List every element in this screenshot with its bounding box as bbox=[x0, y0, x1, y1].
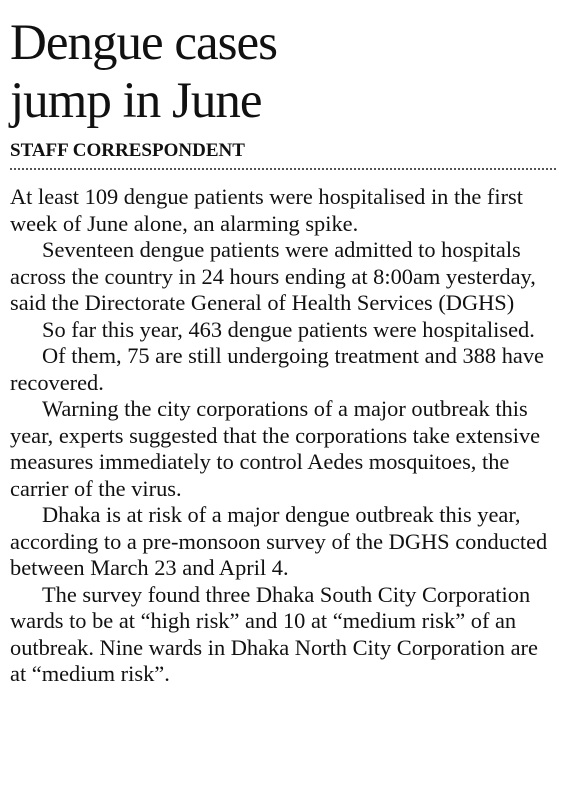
paragraph: Dhaka is at risk of a major dengue outbreak this year, according to a pre-monsoon survey of the DGHS conducted between March 23 and April 4. bbox=[10, 502, 548, 580]
paragraph: The survey found three Dhaka South City Corporation wards to be at “high risk” and 10 at “medium risk” of an outbreak. Nine wards in Dhaka North City Corporation are at “medium risk”. bbox=[10, 581, 538, 686]
headline-line-1: Dengue cases bbox=[10, 15, 277, 71]
headline-line-2: jump in June bbox=[10, 73, 262, 129]
article-body bbox=[10, 184, 558, 688]
paragraph: Seventeen dengue patients were admitted to hospitals across the country in 24 hours ending at 8:00am yesterday, said the Directorate General of Health Services (DGHS) bbox=[10, 237, 536, 315]
paragraph: So far this year, 463 dengue patients were hospitalised. bbox=[42, 316, 535, 342]
byline: STAFF CORRESPONDENT bbox=[10, 140, 245, 161]
paragraph: At least 109 dengue patients were hospitalised in the first week of June alone, an alarming spike. bbox=[10, 184, 523, 236]
headline bbox=[10, 14, 370, 130]
news-article bbox=[10, 14, 558, 688]
dotted-divider bbox=[10, 168, 556, 170]
paragraph: Of them, 75 are still undergoing treatment and 388 have recovered. bbox=[10, 343, 544, 395]
paragraph: Warning the city corporations of a major outbreak this year, experts suggested that the corporations take extensive measures immediately to control Aedes mosquitoes, the carrier of the virus. bbox=[10, 396, 541, 501]
